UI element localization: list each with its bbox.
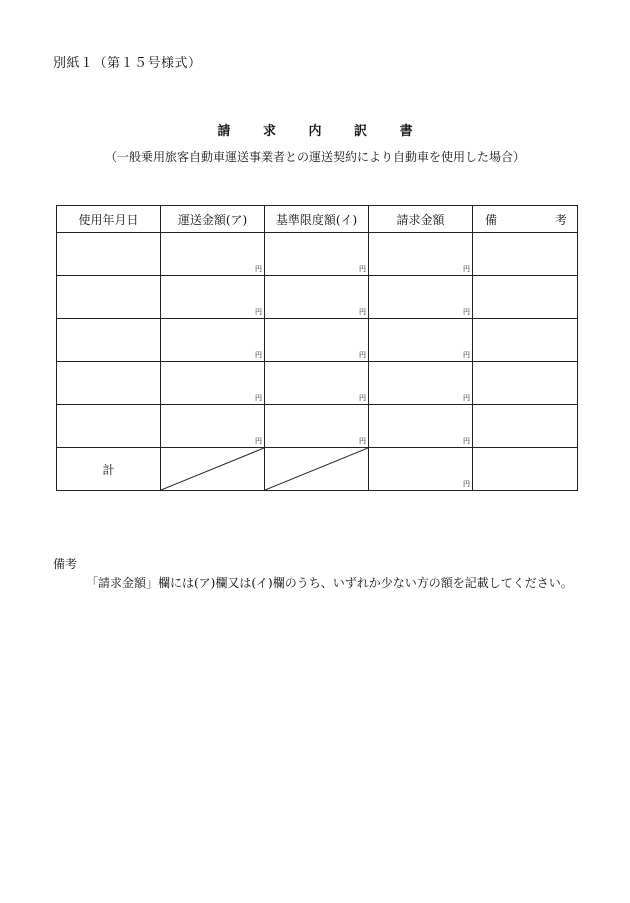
document-title [0,120,630,139]
claim-amount-cell[interactable] [369,319,473,362]
yen-unit: 円 [463,394,470,402]
remarks-total-cell[interactable] [473,448,578,491]
header-limit-amount: 基準限度額(イ) [265,206,369,233]
remarks-cell[interactable] [473,362,578,405]
breakdown-table [56,205,578,491]
table-row [57,319,578,362]
document-subtitle: （一般乗用旅客自動車運送事業者との運送契約により自動車を使用した場合） [104,150,525,164]
remarks-cell[interactable] [473,276,578,319]
table-row [57,405,578,448]
usage-date-cell[interactable] [57,362,161,405]
remarks-cell[interactable] [473,233,578,276]
total-row [57,448,578,491]
header-fare-amount: 運送金額(ア) [161,206,265,233]
remarks-cell[interactable] [473,319,578,362]
limit-amount-cell[interactable] [265,233,369,276]
title-char: 書 [399,124,413,139]
yen-unit: 円 [463,351,470,359]
yen-unit: 円 [255,308,262,316]
yen-unit: 円 [359,351,366,359]
diagonal-slash [265,448,368,490]
fare-amount-cell[interactable] [161,405,265,448]
claim-amount-cell[interactable] [369,362,473,405]
title-char: 訳 [354,124,368,139]
remarks-char: 考 [554,212,567,227]
yen-unit: 円 [359,308,366,316]
limit-amount-cell[interactable] [265,319,369,362]
usage-date-cell[interactable] [57,319,161,362]
fare-amount-cell[interactable] [161,276,265,319]
total-label: 計 [57,448,161,491]
yen-unit: 円 [359,265,366,273]
yen-unit: 円 [463,308,470,316]
remarks-char: 備 [485,212,498,227]
claim-amount-cell[interactable] [369,405,473,448]
limit-amount-cell[interactable] [265,362,369,405]
limit-total-disabled-cell [265,448,369,491]
diagonal-slash [161,448,264,490]
yen-unit: 円 [255,265,262,273]
yen-unit: 円 [359,437,366,445]
claim-total-cell[interactable] [369,448,473,491]
claim-amount-cell[interactable] [369,276,473,319]
fare-amount-cell[interactable] [161,233,265,276]
usage-date-cell[interactable] [57,276,161,319]
yen-unit: 円 [255,351,262,359]
header-usage-date: 使用年月日 [57,206,161,233]
usage-date-cell[interactable] [57,405,161,448]
title-char: 請 [217,124,231,139]
table-row [57,233,578,276]
yen-unit: 円 [255,394,262,402]
table-header-row [57,206,578,233]
yen-unit: 円 [359,394,366,402]
table-row [57,276,578,319]
form-number: 別紙１（第１５号様式） [53,56,202,71]
notes-heading: 備考 [53,557,78,571]
title-char: 求 [262,124,276,139]
fare-amount-cell[interactable] [161,319,265,362]
fare-total-disabled-cell [161,448,265,491]
claim-amount-cell[interactable] [369,233,473,276]
yen-unit: 円 [463,265,470,273]
yen-unit: 円 [255,437,262,445]
remarks-cell[interactable] [473,405,578,448]
limit-amount-cell[interactable] [265,405,369,448]
header-claim-amount: 請求金額 [369,206,473,233]
notes-text: 「請求金額」欄には(ア)欄又は(イ)欄のうち、いずれか少ない方の額を記載してください。 [86,576,573,590]
yen-unit: 円 [463,437,470,445]
header-remarks [473,206,578,233]
table-row [57,362,578,405]
fare-amount-cell[interactable] [161,362,265,405]
usage-date-cell[interactable] [57,233,161,276]
limit-amount-cell[interactable] [265,276,369,319]
title-char: 内 [308,124,322,139]
yen-unit: 円 [463,480,470,488]
